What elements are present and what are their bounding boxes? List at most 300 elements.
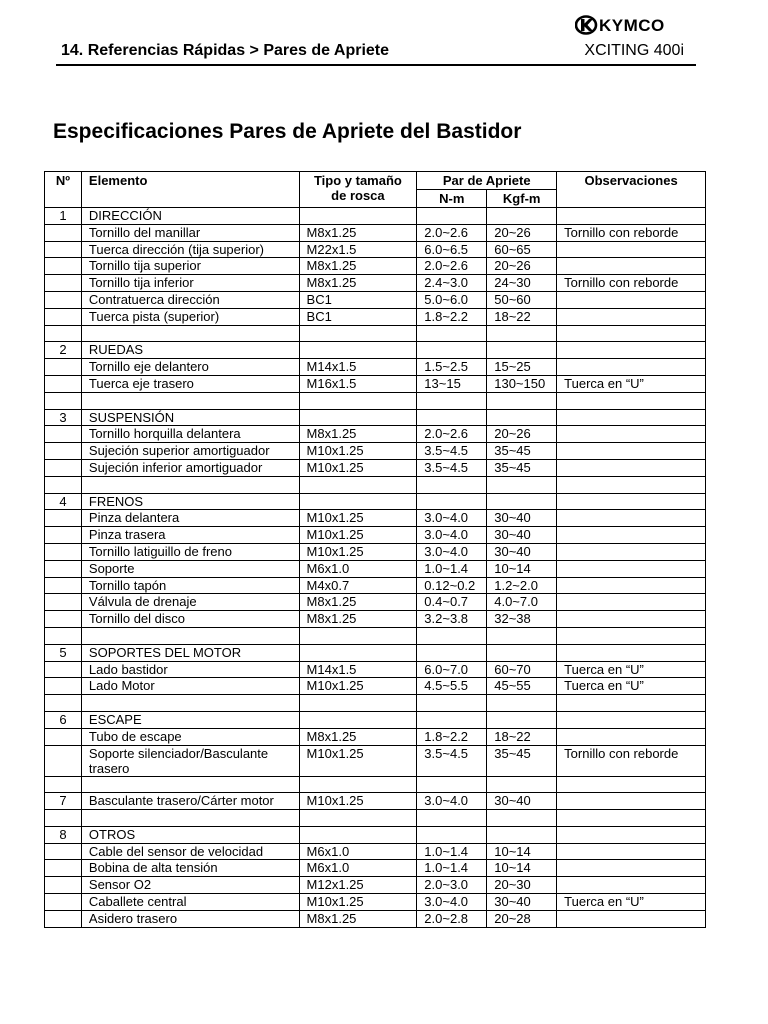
cell-thread-type: [299, 342, 417, 359]
empty-cell: [417, 476, 487, 493]
empty-cell: [557, 810, 706, 827]
cell-observations: Tuerca en “U”: [557, 678, 706, 695]
cell-element: FRENOS: [81, 493, 299, 510]
header-element: Elemento: [81, 172, 299, 208]
cell-thread-type: M8x1.25: [299, 258, 417, 275]
table-row: [45, 877, 706, 894]
empty-cell: [557, 325, 706, 342]
table-spacer-row: [45, 476, 706, 493]
cell-no: 4: [45, 493, 82, 510]
empty-cell: [81, 325, 299, 342]
empty-cell: [45, 695, 82, 712]
cell-torque-nm: 0.12~0.2: [417, 577, 487, 594]
cell-torque-kgf: [487, 208, 557, 225]
table-row: [45, 843, 706, 860]
cell-torque-nm: 1.0~1.4: [417, 860, 487, 877]
cell-thread-type: M10x1.25: [299, 543, 417, 560]
table-spacer-row: [45, 325, 706, 342]
empty-cell: [487, 695, 557, 712]
empty-cell: [417, 627, 487, 644]
cell-no: [45, 527, 82, 544]
table-row: [45, 493, 706, 510]
table-row: [45, 342, 706, 359]
cell-torque-kgf: 1.2~2.0: [487, 577, 557, 594]
cell-observations: [557, 291, 706, 308]
cell-torque-nm: 2.0~2.8: [417, 910, 487, 927]
cell-torque-nm: 13~15: [417, 375, 487, 392]
cell-torque-nm: [417, 493, 487, 510]
cell-torque-nm: 1.8~2.2: [417, 308, 487, 325]
table-spacer-row: [45, 392, 706, 409]
cell-torque-kgf: 60~70: [487, 661, 557, 678]
cell-element: Pinza trasera: [81, 527, 299, 544]
cell-observations: [557, 560, 706, 577]
cell-thread-type: M10x1.25: [299, 459, 417, 476]
cell-thread-type: M16x1.5: [299, 375, 417, 392]
header-no: Nº: [45, 172, 82, 208]
cell-no: [45, 459, 82, 476]
cell-observations: [557, 877, 706, 894]
cell-element: Tornillo eje delantero: [81, 359, 299, 376]
cell-no: 5: [45, 644, 82, 661]
empty-cell: [557, 776, 706, 793]
cell-torque-nm: 1.5~2.5: [417, 359, 487, 376]
cell-observations: [557, 308, 706, 325]
cell-observations: [557, 426, 706, 443]
cell-observations: Tornillo con reborde: [557, 275, 706, 292]
cell-thread-type: M8x1.25: [299, 728, 417, 745]
cell-torque-kgf: 20~30: [487, 877, 557, 894]
empty-cell: [299, 810, 417, 827]
table-row: [45, 560, 706, 577]
cell-torque-kgf: [487, 409, 557, 426]
cell-thread-type: [299, 711, 417, 728]
cell-no: 6: [45, 711, 82, 728]
cell-thread-type: M6x1.0: [299, 560, 417, 577]
cell-no: [45, 577, 82, 594]
cell-observations: [557, 443, 706, 460]
table-row: [45, 826, 706, 843]
cell-element: Lado bastidor: [81, 661, 299, 678]
cell-element: Tuerca eje trasero: [81, 375, 299, 392]
cell-observations: Tuerca en “U”: [557, 375, 706, 392]
cell-torque-nm: 5.0~6.0: [417, 291, 487, 308]
table-row: [45, 459, 706, 476]
empty-cell: [81, 695, 299, 712]
cell-torque-nm: 2.0~2.6: [417, 224, 487, 241]
cell-thread-type: [299, 493, 417, 510]
cell-torque-nm: [417, 409, 487, 426]
cell-observations: [557, 577, 706, 594]
cell-torque-kgf: 20~28: [487, 910, 557, 927]
cell-torque-kgf: 30~40: [487, 543, 557, 560]
cell-element: Contratuerca dirección: [81, 291, 299, 308]
cell-torque-kgf: 4.0~7.0: [487, 594, 557, 611]
cell-element: Asidero trasero: [81, 910, 299, 927]
cell-thread-type: [299, 409, 417, 426]
cell-thread-type: BC1: [299, 308, 417, 325]
cell-no: [45, 443, 82, 460]
cell-no: [45, 678, 82, 695]
cell-observations: Tornillo con reborde: [557, 745, 706, 776]
header-thread-type-line2: de rosca: [331, 188, 385, 203]
table-row: [45, 910, 706, 927]
cell-thread-type: M6x1.0: [299, 843, 417, 860]
cell-element: Caballete central: [81, 894, 299, 911]
cell-torque-kgf: 18~22: [487, 728, 557, 745]
cell-torque-kgf: [487, 644, 557, 661]
cell-torque-nm: 3.5~4.5: [417, 443, 487, 460]
table-spacer-row: [45, 810, 706, 827]
cell-element: Bobina de alta tensión: [81, 860, 299, 877]
cell-no: [45, 910, 82, 927]
table-spacer-row: [45, 627, 706, 644]
table-row: [45, 208, 706, 225]
cell-element: Tornillo del disco: [81, 611, 299, 628]
cell-element: Sujeción inferior amortiguador: [81, 459, 299, 476]
cell-observations: [557, 728, 706, 745]
table-row: [45, 745, 706, 776]
table-row: [45, 860, 706, 877]
empty-cell: [557, 695, 706, 712]
cell-thread-type: M14x1.5: [299, 661, 417, 678]
header-observations: Observaciones: [557, 172, 706, 208]
cell-torque-nm: 4.5~5.5: [417, 678, 487, 695]
cell-no: [45, 560, 82, 577]
table-row: [45, 577, 706, 594]
cell-observations: Tuerca en “U”: [557, 661, 706, 678]
cell-thread-type: M10x1.25: [299, 894, 417, 911]
empty-cell: [487, 325, 557, 342]
empty-cell: [487, 392, 557, 409]
table-row: [45, 527, 706, 544]
cell-torque-nm: 3.5~4.5: [417, 745, 487, 776]
cell-thread-type: M8x1.25: [299, 224, 417, 241]
cell-element: Tornillo horquilla delantera: [81, 426, 299, 443]
cell-torque-nm: 1.8~2.2: [417, 728, 487, 745]
empty-cell: [45, 776, 82, 793]
cell-element: Soporte: [81, 560, 299, 577]
cell-element: Pinza delantera: [81, 510, 299, 527]
section-breadcrumb: 14. Referencias Rápidas > Pares de Apriete: [61, 42, 390, 59]
cell-thread-type: M10x1.25: [299, 510, 417, 527]
cell-thread-type: M8x1.25: [299, 426, 417, 443]
empty-cell: [557, 476, 706, 493]
cell-no: 2: [45, 342, 82, 359]
cell-thread-type: M14x1.5: [299, 359, 417, 376]
cell-torque-kgf: 35~45: [487, 443, 557, 460]
table-spacer-row: [45, 695, 706, 712]
empty-cell: [557, 627, 706, 644]
cell-thread-type: M10x1.25: [299, 745, 417, 776]
cell-observations: [557, 359, 706, 376]
cell-torque-kgf: 24~30: [487, 275, 557, 292]
empty-cell: [487, 776, 557, 793]
cell-torque-nm: 6.0~7.0: [417, 661, 487, 678]
cell-element: Válvula de drenaje: [81, 594, 299, 611]
cell-torque-nm: 3.0~4.0: [417, 894, 487, 911]
page-title: Especificaciones Pares de Apriete del Bastidor: [53, 120, 522, 143]
cell-element: Tornillo tapón: [81, 577, 299, 594]
table-row: [45, 611, 706, 628]
cell-torque-kgf: 50~60: [487, 291, 557, 308]
cell-element: Tornillo latiguillo de freno: [81, 543, 299, 560]
cell-torque-kgf: 60~65: [487, 241, 557, 258]
cell-torque-kgf: [487, 711, 557, 728]
table-row: [45, 510, 706, 527]
table-row: [45, 275, 706, 292]
cell-torque-nm: 3.0~4.0: [417, 510, 487, 527]
cell-torque-nm: 1.0~1.4: [417, 843, 487, 860]
cell-observations: [557, 860, 706, 877]
cell-torque-nm: 6.0~6.5: [417, 241, 487, 258]
table-row: [45, 678, 706, 695]
cell-element: ESCAPE: [81, 711, 299, 728]
cell-torque-nm: 3.0~4.0: [417, 543, 487, 560]
empty-cell: [417, 392, 487, 409]
empty-cell: [45, 476, 82, 493]
cell-element: Sujeción superior amortiguador: [81, 443, 299, 460]
table-row: [45, 426, 706, 443]
cell-observations: [557, 342, 706, 359]
empty-cell: [299, 476, 417, 493]
table-row: [45, 241, 706, 258]
cell-torque-kgf: 15~25: [487, 359, 557, 376]
cell-element: Lado Motor: [81, 678, 299, 695]
cell-observations: [557, 594, 706, 611]
cell-torque-kgf: 10~14: [487, 860, 557, 877]
cell-element: Cable del sensor de velocidad: [81, 843, 299, 860]
cell-torque-nm: [417, 826, 487, 843]
cell-observations: [557, 543, 706, 560]
cell-torque-nm: 2.0~2.6: [417, 426, 487, 443]
cell-no: [45, 510, 82, 527]
cell-element: Tubo de escape: [81, 728, 299, 745]
cell-torque-kgf: 45~55: [487, 678, 557, 695]
cell-observations: [557, 258, 706, 275]
cell-torque-kgf: [487, 342, 557, 359]
header-divider: [56, 64, 696, 66]
table-spacer-row: [45, 776, 706, 793]
cell-element: SOPORTES DEL MOTOR: [81, 644, 299, 661]
empty-cell: [487, 810, 557, 827]
cell-torque-kgf: [487, 826, 557, 843]
empty-cell: [299, 392, 417, 409]
cell-torque-nm: [417, 208, 487, 225]
cell-torque-kgf: 130~150: [487, 375, 557, 392]
empty-cell: [299, 325, 417, 342]
cell-observations: Tuerca en “U”: [557, 894, 706, 911]
cell-no: [45, 894, 82, 911]
cell-observations: Tornillo con reborde: [557, 224, 706, 241]
cell-observations: [557, 644, 706, 661]
cell-no: 3: [45, 409, 82, 426]
empty-cell: [45, 325, 82, 342]
empty-cell: [299, 776, 417, 793]
empty-cell: [417, 695, 487, 712]
table-row: [45, 258, 706, 275]
empty-cell: [81, 476, 299, 493]
cell-observations: [557, 493, 706, 510]
empty-cell: [45, 392, 82, 409]
kymco-wordmark: KYMCO: [599, 16, 665, 35]
cell-torque-kgf: 30~40: [487, 510, 557, 527]
table-row: [45, 728, 706, 745]
cell-observations: [557, 826, 706, 843]
table-row: [45, 543, 706, 560]
torque-spec-body: [45, 208, 706, 928]
cell-no: [45, 877, 82, 894]
cell-element-line1: Soporte silenciador/Basculante: [88, 745, 269, 761]
cell-thread-type: M8x1.25: [299, 611, 417, 628]
cell-thread-type: M10x1.25: [299, 443, 417, 460]
cell-torque-nm: [417, 711, 487, 728]
cell-no: [45, 843, 82, 860]
table-row: [45, 375, 706, 392]
empty-cell: [299, 627, 417, 644]
empty-cell: [417, 810, 487, 827]
cell-torque-kgf: 30~40: [487, 527, 557, 544]
cell-torque-kgf: 20~26: [487, 224, 557, 241]
cell-no: 7: [45, 793, 82, 810]
header-thread-type-line1: Tipo y tamaño: [313, 173, 402, 188]
cell-thread-type: M10x1.25: [299, 678, 417, 695]
header-torque: Par de Apriete: [417, 172, 557, 190]
cell-thread-type: M6x1.0: [299, 860, 417, 877]
table-row: [45, 711, 706, 728]
header-kgf: Kgf-m: [487, 190, 557, 208]
empty-cell: [45, 810, 82, 827]
cell-thread-type: [299, 826, 417, 843]
header-thread-type: [299, 172, 417, 208]
table-row: [45, 409, 706, 426]
cell-no: [45, 375, 82, 392]
empty-cell: [557, 392, 706, 409]
empty-cell: [417, 776, 487, 793]
cell-thread-type: M8x1.25: [299, 910, 417, 927]
cell-observations: [557, 527, 706, 544]
cell-thread-type: M4x0.7: [299, 577, 417, 594]
cell-thread-type: M8x1.25: [299, 275, 417, 292]
cell-element: OTROS: [81, 826, 299, 843]
cell-no: [45, 308, 82, 325]
empty-cell: [81, 392, 299, 409]
cell-thread-type: M12x1.25: [299, 877, 417, 894]
cell-torque-kgf: 30~40: [487, 894, 557, 911]
empty-cell: [487, 476, 557, 493]
empty-cell: [81, 810, 299, 827]
table-row: [45, 291, 706, 308]
cell-element: Basculante trasero/Cárter motor: [81, 793, 299, 810]
table-row: [45, 224, 706, 241]
cell-no: [45, 860, 82, 877]
empty-cell: [45, 627, 82, 644]
cell-torque-nm: 0.4~0.7: [417, 594, 487, 611]
table-row: [45, 644, 706, 661]
table-row: [45, 594, 706, 611]
cell-thread-type: M22x1.5: [299, 241, 417, 258]
cell-torque-kgf: [487, 493, 557, 510]
cell-thread-type: M10x1.25: [299, 527, 417, 544]
cell-torque-nm: 1.0~1.4: [417, 560, 487, 577]
cell-thread-type: [299, 208, 417, 225]
empty-cell: [417, 325, 487, 342]
cell-element: Tornillo tija superior: [81, 258, 299, 275]
cell-torque-nm: 2.0~3.0: [417, 877, 487, 894]
cell-no: [45, 661, 82, 678]
cell-torque-nm: 3.0~4.0: [417, 793, 487, 810]
cell-element: RUEDAS: [81, 342, 299, 359]
cell-element: Sensor O2: [81, 877, 299, 894]
cell-torque-nm: 2.0~2.6: [417, 258, 487, 275]
table-row: [45, 359, 706, 376]
cell-observations: [557, 793, 706, 810]
cell-torque-nm: [417, 644, 487, 661]
cell-no: [45, 359, 82, 376]
table-row: [45, 443, 706, 460]
cell-torque-kgf: 10~14: [487, 843, 557, 860]
cell-no: [45, 426, 82, 443]
cell-torque-nm: 3.5~4.5: [417, 459, 487, 476]
cell-observations: [557, 459, 706, 476]
cell-torque-kgf: 20~26: [487, 426, 557, 443]
cell-torque-kgf: 32~38: [487, 611, 557, 628]
cell-torque-kgf: 20~26: [487, 258, 557, 275]
cell-torque-nm: [417, 342, 487, 359]
cell-torque-kgf: 18~22: [487, 308, 557, 325]
cell-observations: [557, 241, 706, 258]
empty-cell: [487, 627, 557, 644]
kymco-logo: [575, 14, 687, 36]
model-name: XCITING 400i: [584, 42, 684, 59]
cell-no: [45, 745, 82, 776]
cell-element: [81, 745, 299, 776]
header-nm: N-m: [417, 190, 487, 208]
cell-torque-kgf: 35~45: [487, 745, 557, 776]
cell-no: [45, 611, 82, 628]
cell-no: [45, 224, 82, 241]
cell-no: 1: [45, 208, 82, 225]
cell-observations: [557, 711, 706, 728]
cell-element: Tornillo tija inferior: [81, 275, 299, 292]
empty-cell: [81, 627, 299, 644]
cell-no: [45, 543, 82, 560]
cell-torque-kgf: 10~14: [487, 560, 557, 577]
cell-observations: [557, 843, 706, 860]
cell-no: 8: [45, 826, 82, 843]
cell-observations: [557, 611, 706, 628]
cell-torque-kgf: 30~40: [487, 793, 557, 810]
cell-thread-type: [299, 644, 417, 661]
cell-thread-type: M10x1.25: [299, 793, 417, 810]
cell-thread-type: BC1: [299, 291, 417, 308]
cell-no: [45, 728, 82, 745]
cell-element: Tuerca pista (superior): [81, 308, 299, 325]
empty-cell: [299, 695, 417, 712]
cell-observations: [557, 409, 706, 426]
empty-cell: [81, 776, 299, 793]
cell-element: DIRECCIÓN: [81, 208, 299, 225]
cell-no: [45, 291, 82, 308]
cell-observations: [557, 910, 706, 927]
cell-element: Tornillo del manillar: [81, 224, 299, 241]
cell-torque-nm: 2.4~3.0: [417, 275, 487, 292]
table-row: [45, 661, 706, 678]
table-row: [45, 894, 706, 911]
cell-observations: [557, 510, 706, 527]
cell-no: [45, 275, 82, 292]
cell-no: [45, 241, 82, 258]
